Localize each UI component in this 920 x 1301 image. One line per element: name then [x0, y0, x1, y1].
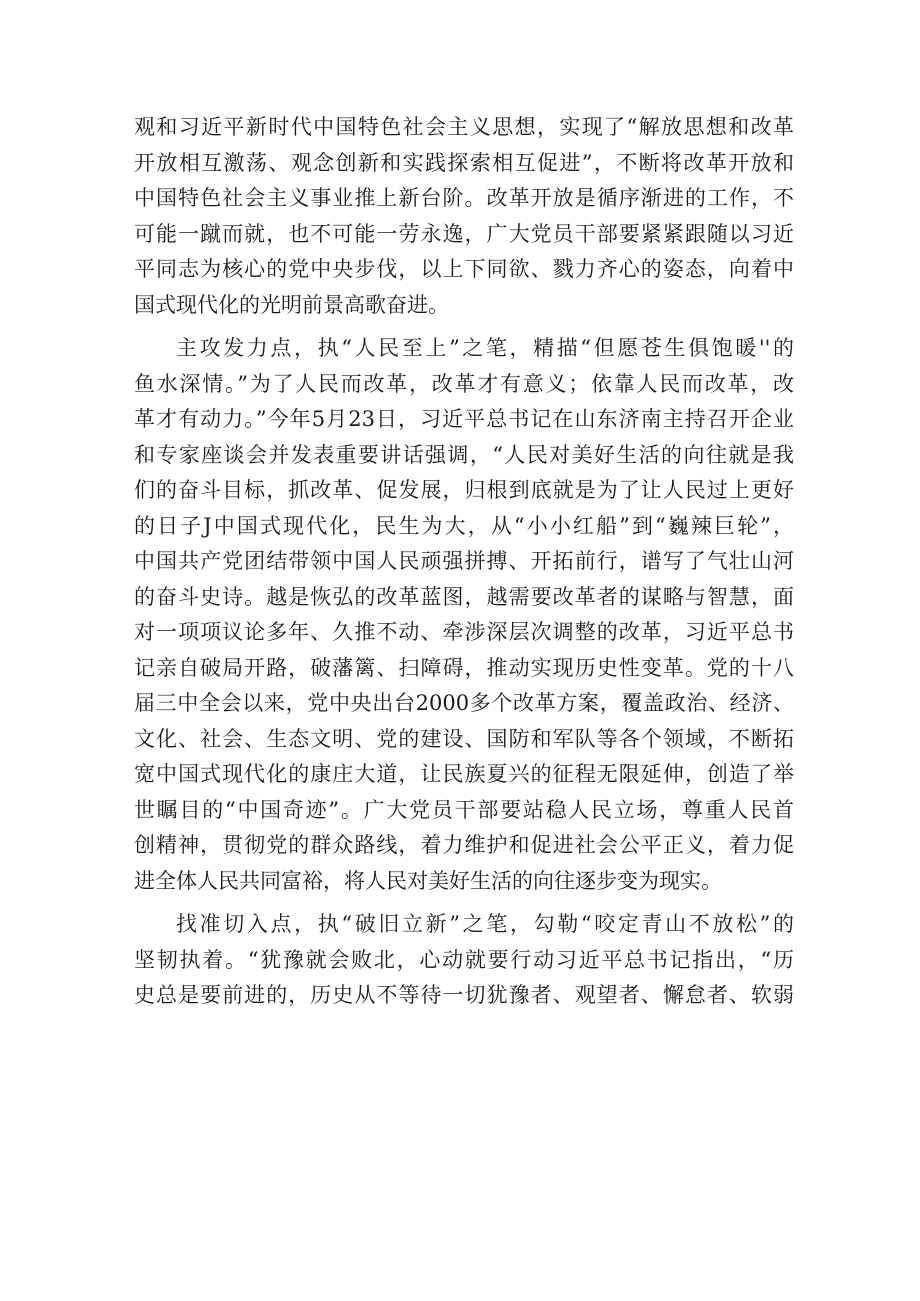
text-line: 开放相互激荡、观念创新和实践探索相互促进”，不断将改革开放和: [134, 150, 794, 175]
body-text: [134, 110, 794, 1014]
text-line: 的日子J中国式现代化，民生为大，从“小小红船”到“巍辣巨轮”，: [134, 513, 794, 538]
text-line: 观和习近平新时代中国特色社会主义思想，实现了“解放思想和改革: [134, 115, 794, 139]
text-line: 和专家座谈会并发表重要讲话强调，“人民对美好生活的向往就是我: [134, 442, 794, 467]
text-line: 主攻发力点，执“人民至上”之笔，精描“但愿苍生俱饱暖''的: [176, 336, 794, 360]
text-line: 创精神，贯彻党的群众路线，着力维护和促进社会公平正义，着力促: [134, 833, 794, 857]
paragraph-gap: [134, 323, 794, 331]
paragraph-1: [134, 110, 794, 323]
text-line: 的奋斗史诗。越是恢弘的改革蓝图，越需要改革者的谋略与智慧，面: [134, 584, 794, 609]
paragraph-2: [134, 331, 794, 899]
text-line: 宽中国式现代化的康庄大道，让民族夏兴的征程无限延伸，创造了举: [134, 762, 794, 786]
text-line: 鱼水深情。”为了人民而改革，改革才有意义；依靠人民而改革，改: [134, 371, 794, 396]
text-line: 国式现代化的光明前景高歌奋进。: [134, 292, 449, 317]
text-line: 中国特色社会主义事业推上新台阶。改革开放是循序渐进的工作，不: [134, 186, 794, 210]
text-line: 进全体人民共同富裕，将人民对美好生活的向往逐步变为现实。: [134, 868, 722, 893]
paragraph-3: [134, 907, 794, 1014]
text-line: 们的奋斗目标，抓改革、促发展，归根到底就是为了让人民过上更好: [134, 478, 794, 502]
text-line: 平同志为核心的党中央步伐，以上下同欲、戮力齐心的姿态，向着中: [134, 257, 794, 281]
text-line: 中国共产党团结带领中国人民顽强拼搏、开拓前行，谱写了气壮山河: [134, 549, 794, 573]
text-line: 届三中全会以来，党中央出台2000多个改革方案，覆盖政治、经济、: [134, 691, 794, 715]
text-line: 找准切入点，执“破旧立新”之笔，勾勒“咬定青山不放松”的: [176, 912, 794, 936]
paragraph-gap: [134, 899, 794, 907]
text-line: 革才有动力。”今年5月23日，习近平总书记在山东济南主持召开企业: [134, 407, 794, 431]
text-line: 世瞩目的“中国奇迹”。广大党员干部要站稳人民立场，尊重人民首: [134, 797, 794, 822]
text-line: 可能一蹴而就，也不可能一劳永逸，广大党员干部要紧紧跟随以习近: [134, 221, 794, 246]
text-line: 坚韧执着。“犹豫就会败北，心动就要行动习近平总书记指出，“历: [134, 947, 794, 972]
text-line: 对一项项议论多年、久推不动、牵涉深层次调整的改革，习近平总书: [134, 620, 794, 644]
text-line: 记亲自破局开路，破藩篱、扫障碍，推动实现历史性变革。党的十八: [134, 655, 794, 680]
text-line: 史总是要前进的，历史从不等待一切犹豫者、观望者、懈怠者、软弱: [134, 983, 794, 1007]
text-line: 文化、社会、生态文明、党的建设、国防和军队等各个领域，不断拓: [134, 726, 794, 751]
